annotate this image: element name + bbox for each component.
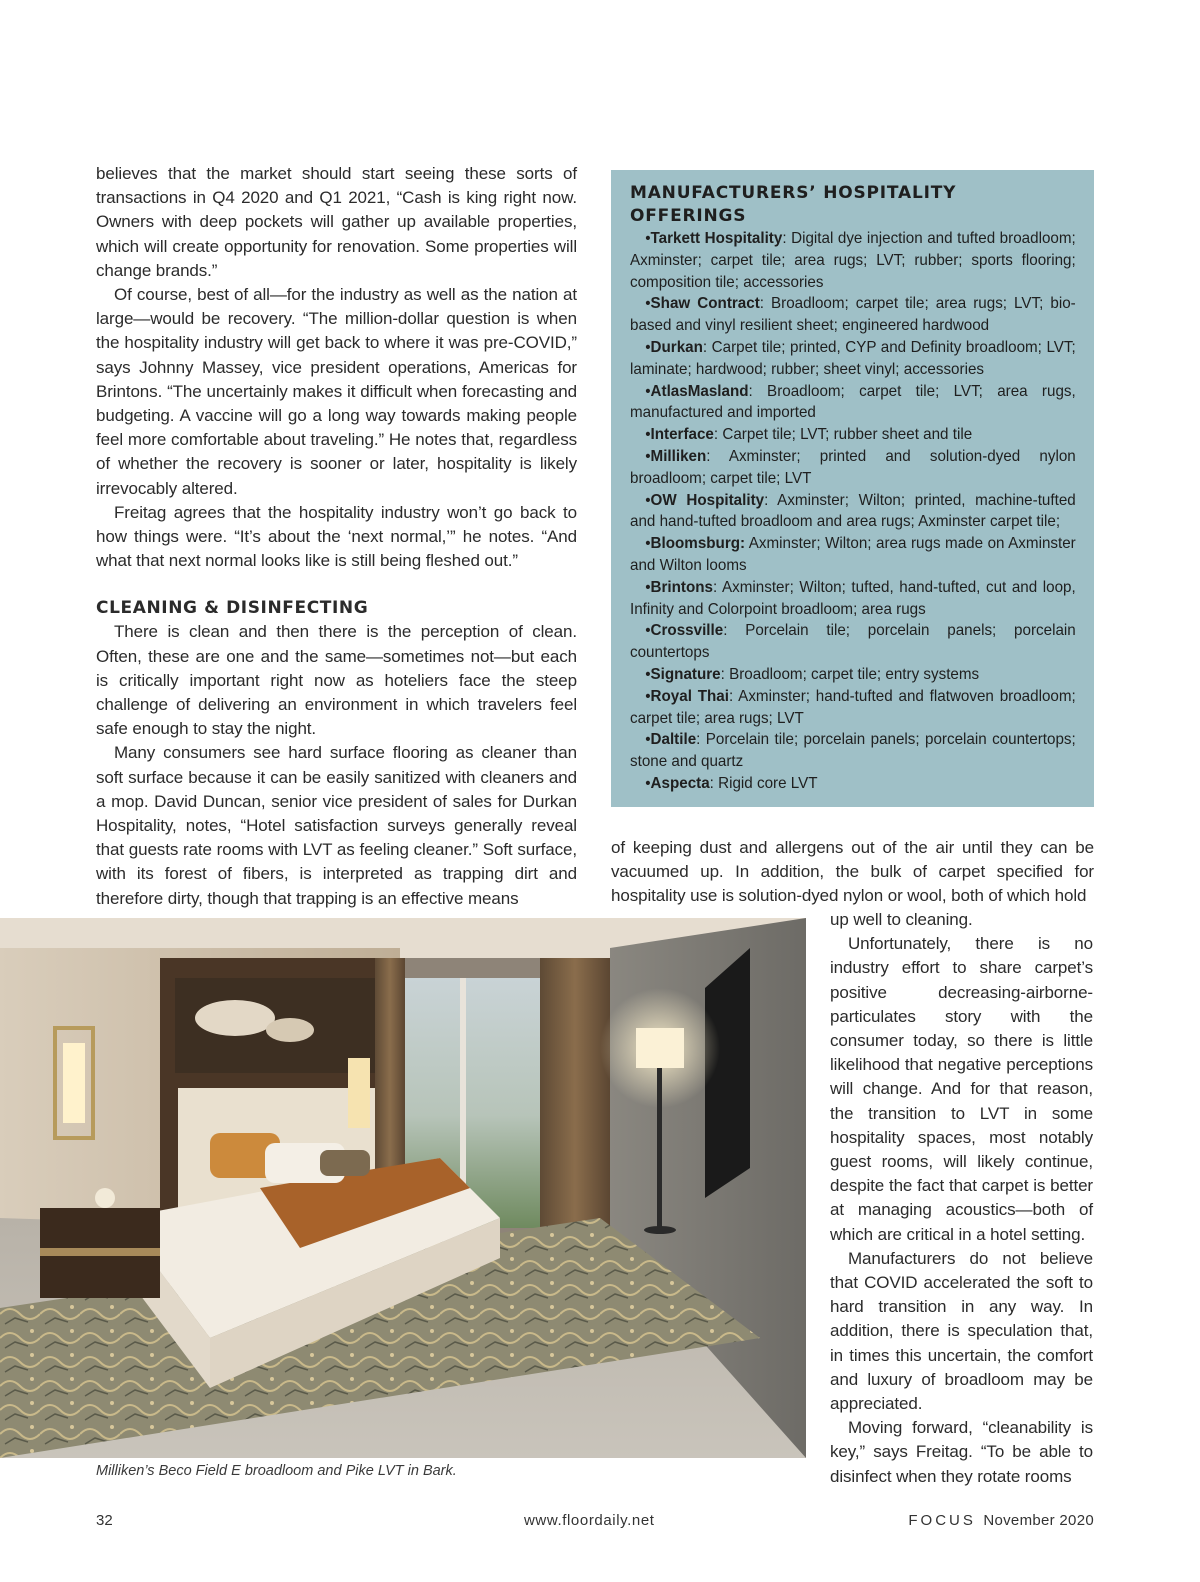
entry-separator: : [696, 731, 706, 749]
body-paragraph: believes that the market should start seeing these sorts of transactions in Q4 2020 and Q1 2021, “Cash is king right now. Owners with deep pockets will gather up available properties, which will create opportunity for renovation. Some properties will change brands.” [96, 164, 577, 280]
manufacturer-name: AtlasMasland [650, 382, 749, 400]
sidebar-entry: •Durkan: Carpet tile; printed, CYP and Definity broadloom; LVT; laminate; hardwood; rubber; sheet vinyl; accessories [630, 338, 1076, 378]
left-column [96, 162, 577, 911]
sidebar-entry: •Crossville: Porcelain tile; porcelain panels; porcelain countertops [630, 622, 1076, 662]
entry-separator: : [702, 338, 712, 356]
sidebar-title: MANUFACTURERS’ HOSPITALITY OFFERINGS [630, 183, 957, 226]
entry-separator: : [713, 578, 723, 596]
manufacturer-offerings: Axminster; hand-tufted and flatwoven broadloom; carpet tile; area rugs; LVT [630, 687, 1076, 727]
entry-separator: : [728, 687, 739, 705]
manufacturer-offerings: Broadloom; carpet tile; area rugs; LVT; bio-based and vinyl resilient sheet; engineered hardwood [630, 295, 1076, 335]
manufacturer-offerings: Axminster; Wilton; printed, machine-tufted and hand-tufted broadloom and area rugs; Axminster carpet tile; [630, 491, 1076, 531]
page-number: 32 [96, 1512, 113, 1529]
manufacturer-name: Interface [650, 426, 714, 444]
manufacturer-name: Bloomsburg: [650, 535, 746, 553]
body-paragraph: Freitag agrees that the hospitality industry won’t go back to how things were. “It’s about the ‘next normal,’” he notes. “And what that next normal looks like is still being fleshed out.” [96, 502, 577, 571]
sidebar-entry: •Interface: Carpet tile; LVT; rubber sheet and tile [645, 426, 973, 444]
body-paragraph: Of course, best of all—for the industry as well as the nation at large—would be recovery. “The million-dollar question is when the hospitality industry will get back to where it was pre-COVID,” says Johnny Massey, vice president operations, Americas for Brintons. “The uncertainly makes it difficult when forecasting and budgeting. A vaccine will go a long way towards making people feel more comfortable about traveling.” He notes that, regardless of whether the recovery is sooner or later, hospitality is likely irrevocably altered. [96, 285, 577, 498]
section-heading: CLEANING & DISINFECTING [96, 598, 369, 619]
hotel-room-illustration [0, 918, 806, 1458]
manufacturer-name: Milliken [650, 447, 707, 465]
manufacturer-name: Royal Thai [650, 687, 729, 705]
body-paragraph: Manufacturers do not believe that COVID accelerated the soft to hard transition in any way. In addition, there is speculation that, in times this uncertain, the comfort and luxury of broadloom may be appreciated. [830, 1248, 1093, 1414]
sidebar-entry: •OW Hospitality: Axminster; Wilton; printed, machine-tufted and hand-tufted broadloom and area rugs; Axminster carpet tile; [630, 491, 1076, 531]
entry-separator: : [720, 665, 730, 683]
sidebar-entry: •Signature: Broadloom; carpet tile; entry systems [645, 665, 980, 683]
body-paragraph: Unfortunately, there is no industry effort to share carpet’s positive decreasing-airborne-particulates story with the consumer today, so there is little likelihood that negative perceptions will change. And for that reason, the transition to LVT in some hospitality spaces, most notably guest rooms, will likely continue, despite the fact that carpet is better at managing acoustics—both of which are critical in a hotel setting. [830, 934, 1093, 1244]
entry-separator: : [759, 295, 772, 313]
manufacturer-offerings: Broadloom; carpet tile; entry systems [729, 665, 980, 683]
manufacturer-offerings: Carpet tile; LVT; rubber sheet and tile [722, 426, 973, 444]
manufacturer-name: Crossville [650, 622, 724, 640]
entry-separator: : [709, 774, 719, 792]
body-paragraph: There is clean and then there is the perception of clean. Often, these are one and the same—sometimes not—but each is critically important right now as hoteliers face the steep challenge of delivering an environment in which travelers feel safe enough to stay the night. [96, 622, 577, 739]
manufacturer-name: Daltile [650, 731, 697, 749]
body-paragraph: Moving forward, “cleanability is key,” says Freitag. “To be able to disinfect when they rotate rooms [830, 1418, 1093, 1486]
sidebar-entry: •Bloomsburg: Axminster; Wilton; area rugs made on Axminster and Wilton looms [630, 535, 1076, 574]
sidebar-entry: •Aspecta: Rigid core LVT [645, 774, 818, 792]
entry-separator: : [713, 426, 723, 444]
entry-separator: : [706, 447, 729, 465]
manufacturer-offerings: Porcelain tile; porcelain panels; porcelain countertops; stone and quartz [630, 731, 1076, 771]
sidebar-entry: •Royal Thai: Axminster; hand-tufted and flatwoven broadloom; carpet tile; area rugs; LVT [630, 687, 1076, 727]
entry-separator: : [748, 382, 768, 400]
sidebar-entry: •Brintons: Axminster; Wilton; tufted, hand-tufted, cut and loop, Infinity and Colorpoint broadloom; area rugs [630, 578, 1076, 618]
manufacturer-offerings: Carpet tile; printed, CYP and Definity broadloom; LVT; laminate; hardwood; rubber; sheet vinyl; accessories [630, 338, 1076, 378]
sidebar-entry: •Milliken: Axminster; printed and solution-dyed nylon broadloom; carpet tile; LVT [630, 447, 1076, 487]
sidebar-entry: •Tarkett Hospitality: Digital dye injection and tufted broadloom; Axminster; carpet tile; area rugs; LVT; rubber; sports flooring; composition tile; accessories [630, 230, 1076, 291]
body-paragraph: Many consumers see hard surface flooring as cleaner than soft surface because it can be easily sanitized with cleaners and a mop. David Duncan, senior vice president of sales for Durkan Hospitality, notes, “Hotel satisfaction surveys generally reveal that guests rate rooms with LVT as feeling cleaner.” Soft surface, with its forest of fibers, is interpreted as trapping dirt and therefore dirty, though that trapping is an effective means [96, 743, 577, 908]
manufacturer-name: OW Hospitality [650, 491, 765, 509]
manufacturer-name: Aspecta [650, 774, 710, 792]
manufacturer-offerings: Axminster; Wilton; area rugs made on Axminster and Wilton looms [630, 535, 1076, 574]
right-column-top [611, 836, 1094, 909]
manufacturer-name: Durkan [650, 338, 703, 356]
manufacturer-offerings: Broadloom; carpet tile; LVT; area rugs, manufactured and imported [630, 382, 1076, 422]
manufacturer-name: Signature [650, 665, 721, 683]
manufacturer-offerings: Porcelain tile; porcelain panels; porcelain countertops [630, 622, 1076, 662]
issue-date: November 2020 [983, 1512, 1094, 1529]
sidebar-entry: •AtlasMasland: Broadloom; carpet tile; LVT; area rugs, manufactured and imported [630, 382, 1076, 422]
entry-separator: : [723, 622, 746, 640]
photo-caption: Milliken’s Beco Field E broadloom and Pike LVT in Bark. [96, 1463, 457, 1479]
entry-separator: : [782, 230, 792, 247]
entry-separator: : [764, 491, 778, 509]
manufacturer-name: Shaw Contract [650, 295, 760, 313]
manufacturer-offerings: Axminster; Wilton; tufted, hand-tufted, cut and loop, Infinity and Colorpoint broadloom; area rugs [630, 578, 1076, 618]
right-column-narrow [830, 908, 1093, 1489]
hotel-room-photo [0, 918, 806, 1458]
footer-url[interactable]: www.floordaily.net [524, 1512, 655, 1529]
body-paragraph: of keeping dust and allergens out of the air until they can be vacuumed up. In addition, the bulk of carpet specified for hospitality use is solution-dyed nylon or wool, both of which hold [611, 838, 1094, 906]
manufacturer-offerings: Digital dye injection and tufted broadloom; Axminster; carpet tile; area rugs; LVT; rubber; sports flooring; composition tile; accessories [630, 230, 1076, 291]
manufacturers-sidebar [611, 170, 1094, 807]
body-paragraph: up well to cleaning. [830, 910, 973, 929]
magazine-name: FOCUS [908, 1512, 976, 1529]
manufacturer-name: Brintons [650, 578, 714, 596]
footer-issue [908, 1512, 1094, 1529]
manufacturer-offerings: Axminster; printed and solution-dyed nylon broadloom; carpet tile; LVT [630, 447, 1076, 487]
manufacturer-name: Tarkett Hospitality [650, 230, 783, 247]
sidebar-entry: •Shaw Contract: Broadloom; carpet tile; area rugs; LVT; bio-based and vinyl resilient sheet; engineered hardwood [630, 295, 1076, 335]
manufacturer-offerings: Rigid core LVT [718, 774, 818, 792]
sidebar-entry: •Daltile: Porcelain tile; porcelain panels; porcelain countertops; stone and quartz [630, 731, 1076, 771]
sidebar-entry-list [630, 228, 1076, 795]
